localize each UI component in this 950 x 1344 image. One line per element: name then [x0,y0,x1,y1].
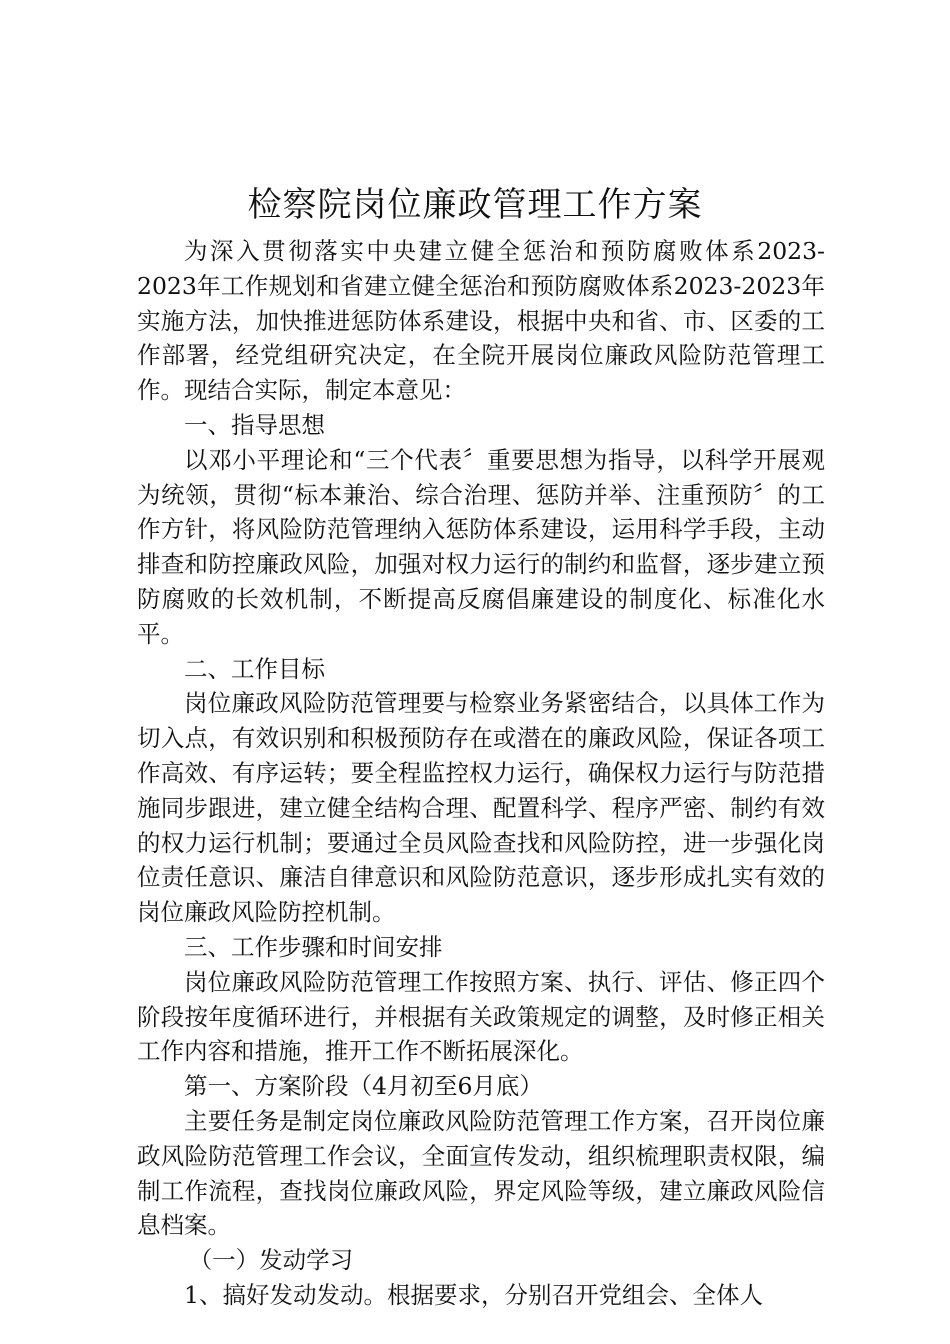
section-heading-steps-schedule: 三、工作步骤和时间安排 [184,932,443,961]
intro-paragraph: 为深入贯彻落实中央建立健全惩治和预防腐败体系2023-2023年工作规划和省建立健全惩治和预防腐败体系2023-2023年实施方法，加快推进惩防体系建设，根据中央和省、市、区委的工作部署，经党组研究决定，在全院开展岗位廉政风险防范管理工作。现结合实际，制定本意见： [137,237,825,405]
work-goals-paragraph: 岗位廉政风险防范管理要与检察业务紧密结合，以具体工作为切入点，有效识别和积极预防存在或潜在的廉政风险，保证各项工作高效、有序运转；要全程监控权力运行，确保权力运行与防范措施同步跟进，建立健全结构合理、配置科学、程序严密、制约有效的权力运行机制；要通过全员风险查找和风险防控，进一步强化岗位责任意识、廉洁自律意识和风险防范意识，逐步形成扎实有效的岗位廉政风险防控机制。 [137,689,825,927]
document-body [137,234,825,1313]
guiding-thought-paragraph: 以邓小平理论和“三个代表〞重要思想为指导，以科学开展观为统领，贯彻“标本兼治、综合治理、惩防并举、注重预防〞的工作方针，将风险防范管理纳入惩防体系建设，运用科学手段，主动排查和防控廉政风险，加强对权力运行的制约和监督，逐步建立预防腐败的长效机制，不断提高反腐倡廉建设的制度化、标准化水平。 [137,445,825,648]
phase-one-heading: 第一、方案阶段（4月初至6月底） [184,1072,543,1101]
section-heading-work-goals: 二、工作目标 [184,654,325,683]
subsection-heading-mobilize: （一）发动学习 [188,1246,354,1275]
section-heading-guiding-thought: 一、指导思想 [184,410,325,439]
phase-one-paragraph: 主要任务是制定岗位廉政风险防范管理工作方案，召开岗位廉政风险防范管理工作会议，全面宣传发动，组织梳理职责权限，编制工作流程，查找岗位廉政风险，界定风险等级，建立廉政风险信息档案。 [137,1106,825,1240]
steps-schedule-paragraph: 岗位廉政风险防范管理工作按照方案、执行、评估、修正四个阶段按年度循环进行，并根据有关政策规定的调整，及时修正相关工作内容和措施，推开工作不断拓展深化。 [137,967,825,1066]
document-title: 检察院岗位廉政管理工作方案 [247,185,703,225]
mobilize-item-1: 1、搞好发动发动。根据要求，分别召开党组会、全体人 [184,1280,763,1309]
